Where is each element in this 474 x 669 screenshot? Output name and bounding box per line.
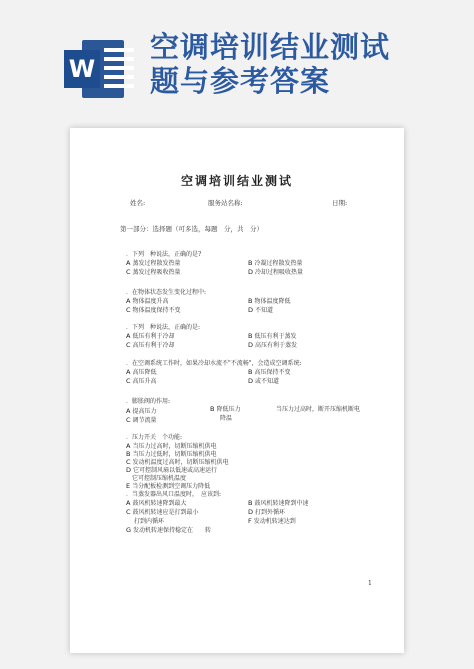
q3-option-c: C 高压有利于冷却	[126, 341, 175, 349]
q2-option-d: D 不知道	[248, 306, 274, 314]
q3-option-a: A 低压有利于冷却	[126, 332, 175, 340]
banner-title-line1: 空调培训结业测试	[150, 30, 391, 64]
name-label: 姓名:	[130, 199, 146, 207]
q2-stem: ．在物体状态发生变化过程中:	[126, 289, 207, 296]
q7-option-f: F 发动机转速达到	[248, 517, 296, 525]
q4-option-d: D 或不知道	[248, 377, 280, 385]
document-title: 空调培训结业测试	[180, 174, 293, 188]
banner	[0, 0, 474, 118]
date-label: 日期:	[332, 199, 348, 207]
q6-option-e: 它可控制压缩机温度	[132, 475, 187, 482]
q6-option-a: A 当压力过高时，切断压缩机供电	[126, 442, 217, 450]
q3-option-b: B 低压有利于蒸发	[248, 332, 297, 340]
q1-option-c: C 蒸发过程吸收热量	[126, 268, 181, 276]
q2-option-b: B 物体温度降低	[248, 297, 291, 305]
banner-title-line2: 题与参考答案	[150, 64, 331, 98]
word-icon-letter: W	[64, 50, 100, 88]
page-number: 1	[368, 580, 372, 587]
q5-option-a: A 提高压力	[126, 407, 157, 415]
document-page	[70, 128, 404, 653]
q5-stem: ．膨胀阀的作用:	[126, 398, 171, 405]
q5-option-b: B 降低压力	[210, 405, 241, 413]
q1-option-a: A 蒸发过程散发热量	[126, 259, 181, 267]
q1-option-d: D 冷却过程吸收热量	[248, 268, 304, 276]
q7-stem: ．当蒸发器出风口温度时， 应该到:	[126, 491, 222, 498]
q7-option-a: A 鼓风机转速降到最大	[126, 499, 187, 507]
q4-option-a: A 高压降低	[126, 368, 157, 376]
q6-option-c: C 发动机温度过高时，切断压缩机供电	[126, 458, 229, 466]
q6-stem: ．压力开关 个功能:	[126, 434, 183, 441]
q4-stem: ．在空调系统工作时，如果冷却水流不"不流畅"，会造成空调系统:	[126, 360, 302, 367]
q7-option-e: 打到内循环	[134, 518, 165, 525]
q3-option-d: D 高压有利于蒸发	[248, 341, 298, 349]
q7-option-g: G 发动机转速保持稳定在 转	[126, 526, 212, 534]
q2-option-a: A 物体温度升高	[126, 297, 169, 305]
q5-option-c: C 调节流量	[126, 416, 157, 424]
q4-option-c: C 高压升高	[126, 377, 157, 385]
q1-option-b: B 冷凝过程散发热量	[248, 259, 303, 267]
q5-option-d: 当压力过高时，断开压缩机断电	[276, 406, 361, 413]
q6-option-d: D 它可控制风扇以低速或高速运行	[126, 466, 218, 474]
q7-option-d: D 打到外循环	[248, 508, 286, 516]
q7-option-b: B 鼓风机转速降到中速	[248, 499, 309, 507]
q7-option-c: C 鼓风机转速应是打到最小	[126, 508, 199, 516]
q4-option-b: B 高压保持不变	[248, 368, 291, 376]
station-label: 服务站名称:	[208, 199, 243, 207]
q3-stem: ．下列 种说法，正确的是:	[126, 324, 201, 331]
q6-option-f: E 当分配板检测到空调压力降低	[126, 482, 211, 490]
part1-heading: 第一部分：选择题（可多选，每题 分，共 分）	[120, 225, 263, 233]
word-icon	[64, 40, 126, 98]
q6-option-b: B 当压力过低时，切断压缩机供电	[126, 450, 217, 458]
q5-option-b-line2: 降温	[220, 415, 233, 422]
banner-title	[150, 30, 390, 98]
q1-stem: ．下列 种说法，正确的是?	[126, 251, 202, 258]
q2-option-c: C 物体温度保持不变	[126, 306, 181, 314]
